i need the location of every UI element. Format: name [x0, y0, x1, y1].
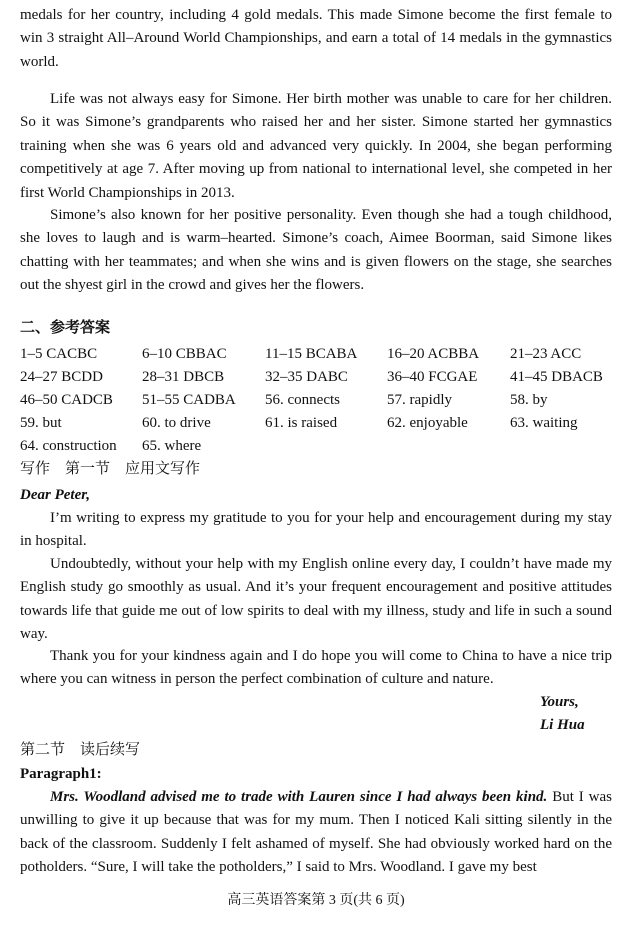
answer-cell: 21–23 ACC: [510, 346, 582, 362]
letter-greeting: Dear Peter,: [20, 487, 90, 503]
answer-cell: 61. is raised: [265, 415, 338, 431]
answer-cell: 59. but: [20, 415, 62, 431]
answer-cell: 64. construction: [20, 438, 117, 454]
paragraph1-rest: But I was unwilling to give it up because that was for my mum. Then I noticed Kali sitting silently in the back of the classroom. Suddenly I felt ashamed of myself. She had obviously worked hard on the potholders. “Sure, I will take the potholders,” I said to Mrs. Woodland. I gave my best: [20, 789, 612, 876]
answer-cell: 32–35 DABC: [265, 369, 348, 385]
answer-cell: 24–27 BCDD: [20, 369, 103, 385]
paragraph1-body: [20, 786, 612, 880]
answer-cell: 62. enjoyable: [387, 415, 468, 431]
letter-paragraph-1: I’m writing to express my gratitude to you for your help and encouragement during my stay in hospital.: [20, 510, 612, 550]
letter-paragraph-3: Thank you for your kindness again and I do hope you will come to China to have a nice trip where you can witness in person the perfect combination of culture and nature.: [20, 648, 612, 688]
writing-section2-heading: 第二节 读后续写: [20, 742, 141, 758]
answer-cell: 41–45 DBACB: [510, 369, 603, 385]
answers-heading: 二、参考答案: [20, 320, 111, 336]
answer-cell: 56. connects: [265, 392, 340, 408]
answer-cell: 58. by: [510, 392, 548, 408]
answer-cell: 36–40 FCGAE: [387, 369, 478, 385]
intro-paragraph-1: medals for her country, including 4 gold medals. This made Simone become the first female to win 3 straight All–Around World Championships, and earn a total of 14 medals in the gymnastics world.: [20, 7, 612, 70]
letter-paragraph-2: Undoubtedly, without your help with my English online every day, I couldn’t have made my English study go smoothly as usual. And it’s your frequent encouragement and positive attitudes towards life that guide me out of low spirits to deal with my illness, study and life in such a sound way.: [20, 556, 612, 643]
answer-cell: 51–55 CADBA: [142, 392, 236, 408]
answer-cell: 11–15 BCABA: [265, 346, 358, 362]
answer-cell: 1–5 CACBC: [20, 346, 98, 362]
answer-cell: 63. waiting: [510, 415, 578, 431]
letter-closing: Yours,: [540, 694, 579, 710]
paragraph1-lead: Mrs. Woodland advised me to trade with Lauren since I had always been kind.: [50, 789, 548, 805]
answer-cell: 46–50 CADCB: [20, 392, 113, 408]
answer-cell: 60. to drive: [142, 415, 211, 431]
answer-cell: 57. rapidly: [387, 392, 452, 408]
answer-cell: 6–10 CBBAC: [142, 346, 227, 362]
answer-cell: 16–20 ACBBA: [387, 346, 480, 362]
answer-cell: 28–31 DBCB: [142, 369, 225, 385]
intro-paragraph-3: Simone’s also known for her positive personality. Even though she had a tough childhood, she loves to laugh and is warm–hearted. Simone’s coach, Aimee Boorman, said Simone likes chatting with her teammates; and when she wins and is given flowers on the stage, she searches out the shyest girl in the crowd and gives her the flowers.: [20, 207, 612, 294]
intro-paragraph-2: Life was not always easy for Simone. Her birth mother was unable to care for her children. So it was Simone’s grandparents who raised her and her sister. Simone started her gymnastics training when she was 6 years old and advanced very quickly. In 2004, she began performing competitively at age 7. After moving up from national to international level, she competed in her first World Championships in 2013.: [20, 91, 612, 201]
answer-cell: 65. where: [142, 438, 202, 454]
writing-section1-heading: 写作 第一节 应用文写作: [20, 461, 201, 477]
paragraph1-heading: Paragraph1:: [20, 766, 102, 782]
letter-signature: Li Hua: [540, 717, 585, 733]
page-footer: 高三英语答案第 3 页(共 6 页): [227, 893, 405, 908]
